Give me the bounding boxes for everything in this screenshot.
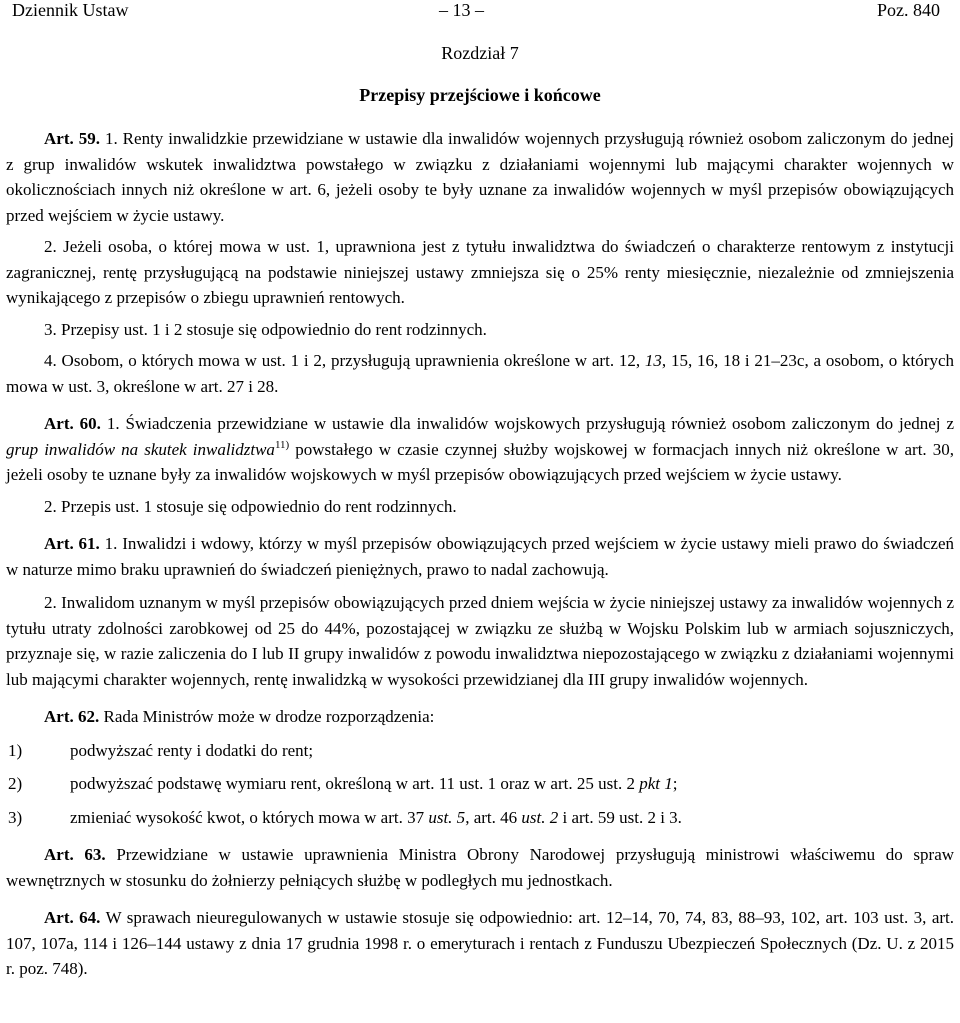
list-item-number: 2) bbox=[8, 774, 23, 793]
art60-label: Art. 60. bbox=[44, 414, 101, 433]
list-item-italic: pkt 1 bbox=[639, 774, 673, 793]
list-item-text-mid: , art. 46 bbox=[465, 807, 522, 827]
list-item bbox=[6, 771, 954, 797]
art59-par4-a: 4. Osobom, o których mowa w ust. 1 i 2, przysługują uprawnienia określone w art. 12, bbox=[44, 351, 645, 370]
art62-label: Art. 62. bbox=[44, 707, 100, 726]
art64-label: Art. 64. bbox=[44, 908, 101, 927]
art61-par1 bbox=[6, 531, 954, 582]
art59-par4-italic: 13 bbox=[644, 351, 662, 370]
list-item-italic-2: ust. 2 bbox=[521, 807, 559, 827]
position-number: Poz. 840 bbox=[877, 0, 940, 20]
art60-par1-b: powstałego w czasie czynnej służby wojskowej w formacjach innych niż określone w art. 30, jeżeli osoby te uznane były za inwalidów wojskowych w myśl przepisów obowiązujących przed wejściem w życie ustawy. bbox=[6, 439, 954, 484]
list-item-italic: ust. 5 bbox=[428, 807, 466, 827]
art63-text: Przewidziane w ustawie uprawnienia Ministra Obrony Narodowej przysługują ministrowi właściwemu do spraw wewnętrznych w stosunku do żołnierzy pełniących służbę w podległych mu jednostkach. bbox=[6, 845, 955, 890]
page-number: – 13 – bbox=[439, 0, 484, 20]
list-item bbox=[6, 805, 954, 831]
art59-par2: 2. Jeżeli osoba, o której mowa w ust. 1, uprawniona jest z tytułu inwalidztwa do świadczeń o charakterze rentowym z instytucji zagranicznej, rentę przysługującą na podstawie niniejszej ustawy zmniejsza się o 25% renty miesięcznie, niezależnie od zmniejszenia wynikającego z przepisów o zbiegu uprawnień rentowych. bbox=[6, 237, 954, 307]
art62-intro-text: Rada Ministrów może w drodze rozporządzenia: bbox=[103, 707, 435, 726]
art63-par bbox=[6, 842, 954, 893]
art60-par1-a: 1. Świadczenia przewidziane w ustawie dla inwalidów wojskowych przysługują również osobom zaliczonym do jednej z bbox=[106, 414, 954, 433]
art59-par4-b: , 15, 16, 18 i 21–23c, a osobom, o których mowa w ust. 3, określone w art. 27 i 28. bbox=[6, 351, 954, 396]
art61-par1-text: 1. Inwalidzi i wdowy, którzy w myśl przepisów obowiązujących przed wejściem w życie ustawy mieli prawo do świadczeń w naturze mimo braku uprawnień do świadczeń pieniężnych, prawo to nadal zachowują. bbox=[6, 534, 955, 579]
chapter-label: Rozdział 7 bbox=[441, 43, 519, 63]
art59-par3: 3. Przepisy ust. 1 i 2 stosuje się odpowiednio do rent rodzinnych. bbox=[44, 319, 487, 339]
page-header bbox=[6, 0, 954, 28]
art59-par1-text: 1. Renty inwalidzkie przewidziane w ustawie dla inwalidów wojennych przysługują również osobom zaliczonym do jednej z grup inwalidów wskutek inwalidztwa powstałego w związku z działaniami wojennymi lub mającymi charakter wojennych w okolicznościach innych niż określone w art. 6, jeżeli osoby te były uznane za inwalidów wojennych w myśl przepisów obowiązujących przed wejściem w życie ustawy. bbox=[6, 129, 955, 225]
art60-par1 bbox=[6, 411, 954, 488]
art63-label: Art. 63. bbox=[44, 845, 106, 864]
list-item-text-tail: ; bbox=[672, 774, 678, 793]
list-item-number: 1) bbox=[8, 740, 23, 760]
art64-par bbox=[6, 905, 954, 982]
art61-par2: 2. Inwalidom uznanym w myśl przepisów obowiązujących przed dniem wejścia w życie niniejszej ustawy za inwalidów wojennych z tytułu utraty zdolności zarobkowej od 25 do 44%, pozostającej w związku ze służbą w Wojsku Polskim lub w armiach sojuszniczych, przyznaje się, w razie zaliczenia do I lub II grupy inwalidów z powodu inwalidztwa niepozostającego w związku z działaniami wojennymi lub mającymi charakter wojennych, rentę inwalidzką w wysokości przewidzianej dla III grupy inwalidów wojennych. bbox=[6, 593, 954, 689]
list-item bbox=[6, 738, 954, 764]
art60-par2: 2. Przepis ust. 1 stosuje się odpowiednio do rent rodzinnych. bbox=[44, 496, 457, 516]
art62-intro bbox=[6, 704, 954, 730]
art59-par1 bbox=[6, 126, 954, 228]
list-item-text: zmieniać wysokość kwot, o których mowa w art. 37 bbox=[70, 807, 429, 827]
journal-name: Dziennik Ustaw bbox=[12, 0, 129, 20]
art60-par1-italic: grup inwalidów na skutek inwalidztwa bbox=[6, 439, 275, 459]
list-item-text: podwyższać podstawę wymiaru rent, określoną w art. 11 ust. 1 oraz w art. 25 ust. 2 bbox=[70, 774, 640, 793]
chapter-title: Przepisy przejściowe i końcowe bbox=[359, 85, 601, 105]
art61-label: Art. 61. bbox=[44, 534, 100, 553]
list-item-number: 3) bbox=[8, 807, 23, 827]
art59-par4 bbox=[6, 348, 954, 399]
art59-label: Art. 59. bbox=[44, 129, 100, 148]
art64-text: W sprawach nieuregulowanych w ustawie stosuje się odpowiednio: art. 12–14, 70, 74, 83, 88–93, 102, art. 103 ust. 3, art. 107, 107a, 114 i 126–144 ustawy z dnia 17 grudnia 1998 r. o emeryturach i rentach z Funduszu Ubezpieczeń Społecznych (Dz. U. z 2015 r. poz. 748). bbox=[6, 908, 954, 978]
list-item-text: podwyższać renty i dodatki do rent; bbox=[70, 740, 314, 760]
footnote-marker: 11) bbox=[274, 438, 290, 451]
list-item-text-tail: i art. 59 ust. 2 i 3. bbox=[558, 807, 682, 827]
